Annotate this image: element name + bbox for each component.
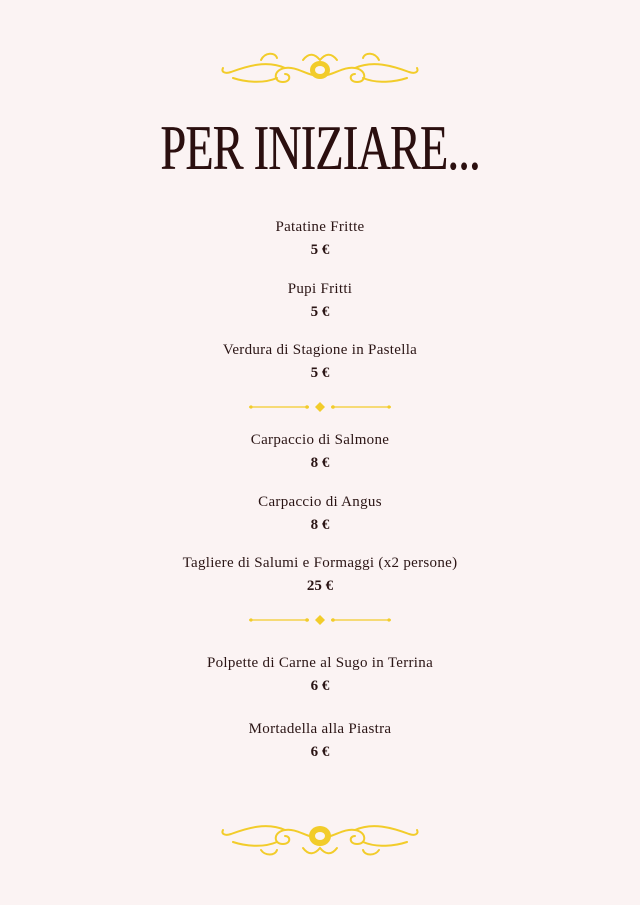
item-price: 6 € bbox=[310, 744, 330, 760]
menu-item bbox=[0, 720, 640, 761]
item-price: 6 € bbox=[310, 678, 330, 694]
menu-item bbox=[0, 654, 640, 695]
menu-item bbox=[0, 341, 640, 382]
divider-ornament-icon bbox=[247, 400, 393, 414]
menu-item bbox=[0, 431, 640, 472]
item-name: Tagliere di Salumi e Formaggi (x2 persone) bbox=[182, 555, 458, 571]
item-name: Carpaccio di Angus bbox=[258, 494, 382, 510]
item-name: Patatine Fritte bbox=[275, 219, 365, 235]
menu-item bbox=[0, 280, 640, 321]
item-price: 5 € bbox=[310, 242, 330, 258]
item-name: Mortadella alla Piastra bbox=[248, 721, 392, 737]
item-price: 5 € bbox=[310, 365, 330, 381]
divider-ornament-icon bbox=[247, 613, 393, 627]
item-price: 25 € bbox=[306, 578, 334, 594]
menu-item bbox=[0, 218, 640, 259]
item-price: 5 € bbox=[310, 304, 330, 320]
item-price: 8 € bbox=[310, 517, 330, 533]
item-price: 8 € bbox=[310, 455, 330, 471]
page-title: PER INIZIARE... bbox=[160, 112, 480, 183]
flourish-ornament-top-icon bbox=[217, 46, 423, 90]
menu-item bbox=[0, 493, 640, 534]
item-name: Verdura di Stagione in Pastella bbox=[222, 342, 418, 358]
flourish-ornament-bottom-icon bbox=[217, 816, 423, 860]
menu-item bbox=[0, 554, 640, 595]
item-name: Polpette di Carne al Sugo in Terrina bbox=[206, 655, 434, 671]
item-name: Carpaccio di Salmone bbox=[250, 432, 390, 448]
item-name: Pupi Fritti bbox=[287, 281, 353, 297]
